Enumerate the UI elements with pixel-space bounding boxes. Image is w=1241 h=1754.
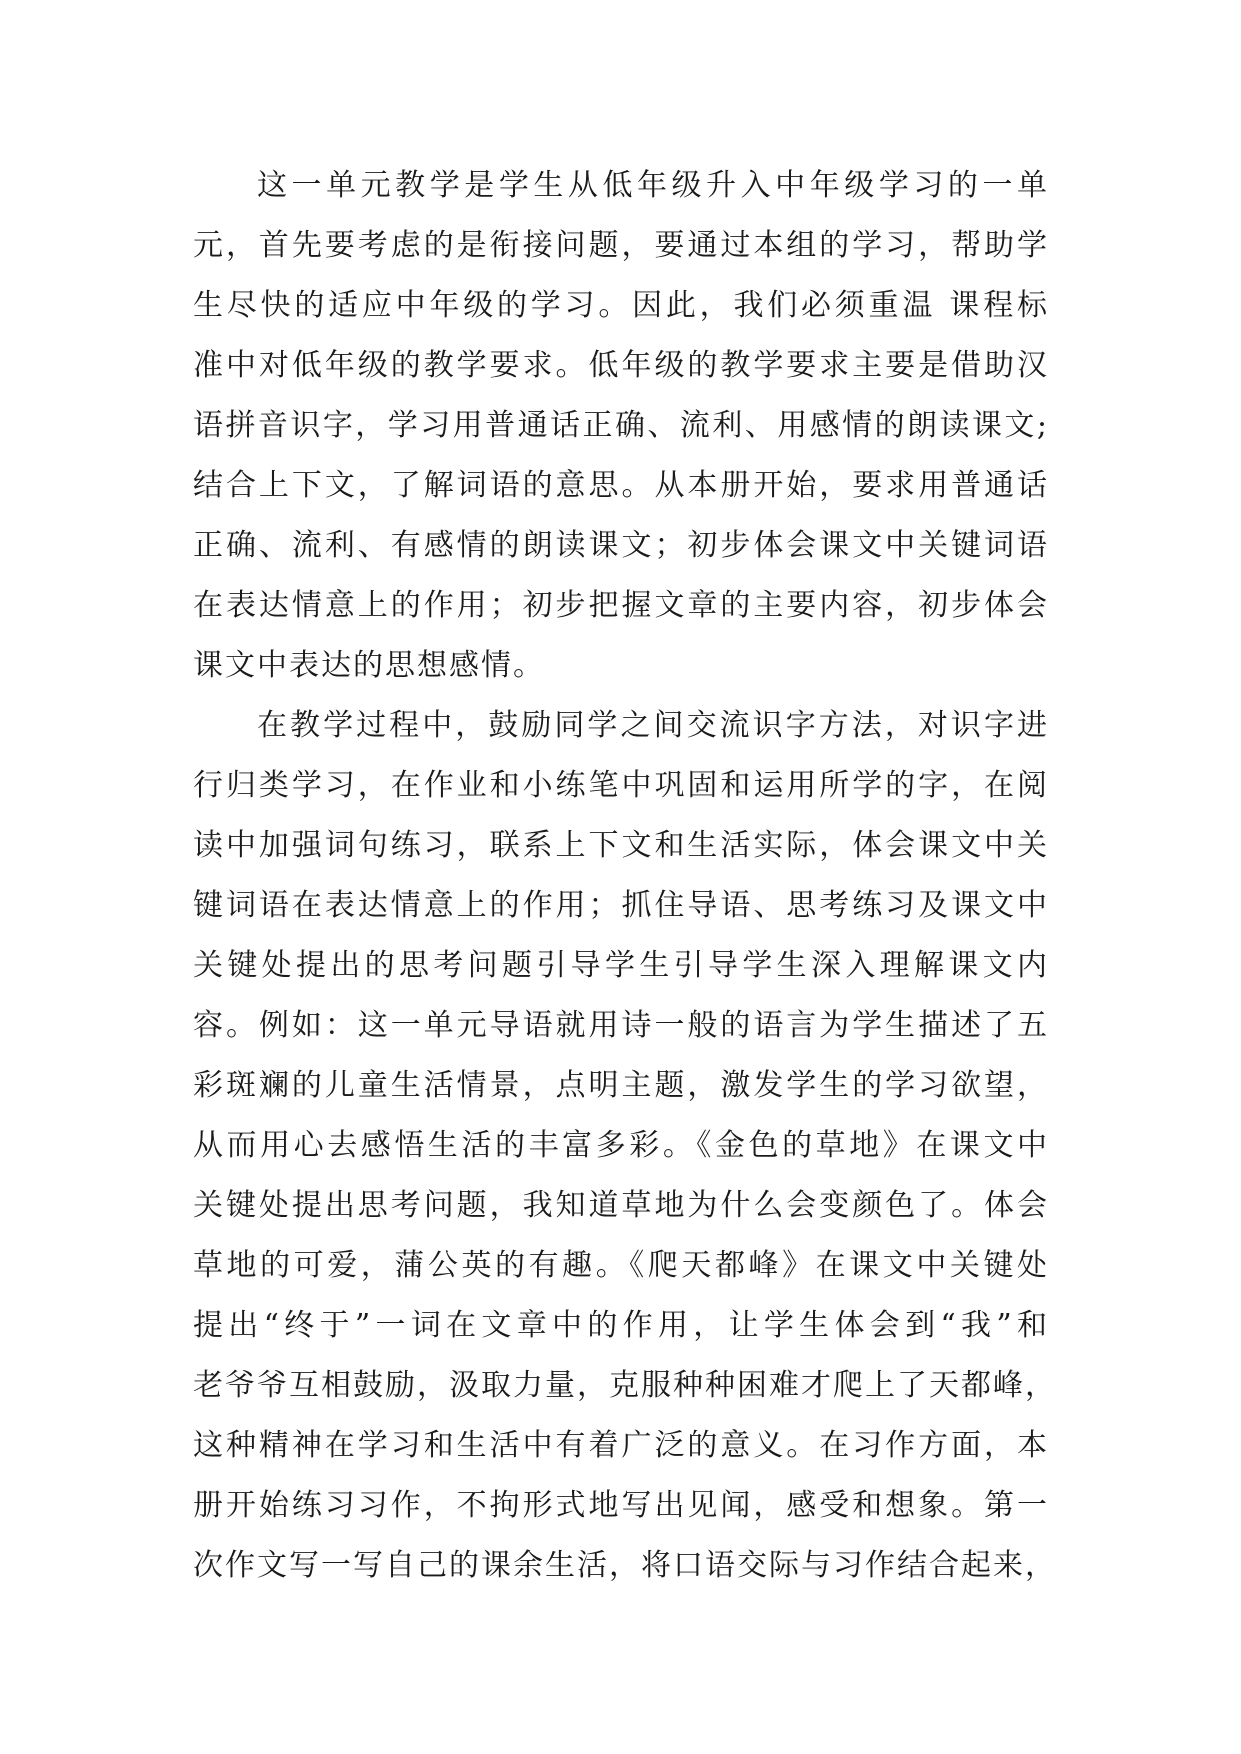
paragraph-line: 彩斑斓的儿童生活情景，点明主题，激发学生的学习欲望，: [193, 1068, 1049, 1103]
paragraph-line: 元，首先要考虑的是衔接问题，要通过本组的学习，帮助学: [193, 228, 1049, 263]
paragraph-line: 册开始练习习作，不拘形式地写出见闻，感受和想象。第一: [193, 1488, 1049, 1523]
paragraph-line: 结合上下文，了解词语的意思。从本册开始，要求用普通话: [193, 468, 1049, 503]
paragraph-line: 这种精神在学习和生活中有着广泛的意义。在习作方面，本: [193, 1428, 1049, 1463]
paragraph-line: 容。例如：这一单元导语就用诗一般的语言为学生描述了五: [193, 1008, 1049, 1043]
paragraph-line: 行归类学习，在作业和小练笔中巩固和运用所学的字，在阅: [193, 768, 1049, 803]
paragraph-line: 从而用心去感悟生活的丰富多彩。《金色的草地》在课文中: [193, 1128, 1049, 1163]
paragraph-line: 在教学过程中，鼓励同学之间交流识字方法，对识字进: [257, 708, 1049, 743]
paragraph-line: 准中对低年级的教学要求。低年级的教学要求主要是借助汉: [193, 348, 1049, 383]
paragraph-line: 关键处提出的思考问题引导学生引导学生深入理解课文内: [193, 948, 1049, 983]
paragraph: [193, 696, 1057, 1596]
paragraph-line: 语拼音识字，学习用普通话正确、流利、用感情的朗读课文;: [193, 408, 1049, 443]
paragraph-line: 读中加强词句练习，联系上下文和生活实际，体会课文中关: [193, 828, 1049, 863]
paragraph-line: 这一单元教学是学生从低年级升入中年级学习的一单: [257, 168, 1049, 203]
paragraph-line: 生尽快的适应中年级的学习。因此，我们必须重温 课程标: [193, 288, 1049, 323]
paragraph: [193, 156, 1049, 696]
paragraph-line: 键词语在表达情意上的作用；抓住导语、思考练习及课文中: [193, 888, 1049, 923]
paragraph-line: 提出“终于”一词在文章中的作用，让学生体会到“我”和: [193, 1308, 1049, 1343]
body-text: [193, 156, 1057, 1596]
paragraph-line: 老爷爷互相鼓励，汲取力量，克服种种困难才爬上了天都峰，: [193, 1368, 1057, 1403]
paragraph-line: 草地的可爱，蒲公英的有趣。《爬天都峰》在课文中关键处: [193, 1248, 1049, 1283]
paragraph-line: 次作文写一写自己的课余生活，将口语交际与习作结合起来，: [193, 1548, 1057, 1583]
paragraph-line: 正确、流利、有感情的朗读课文；初步体会课文中关键词语: [193, 528, 1049, 563]
paragraph-line: 关键处提出思考问题，我知道草地为什么会变颜色了。体会: [193, 1188, 1049, 1223]
paragraph-line: 在表达情意上的作用；初步把握文章的主要内容，初步体会: [193, 588, 1049, 623]
paragraph-line: 课文中表达的思想感情。: [193, 648, 545, 683]
